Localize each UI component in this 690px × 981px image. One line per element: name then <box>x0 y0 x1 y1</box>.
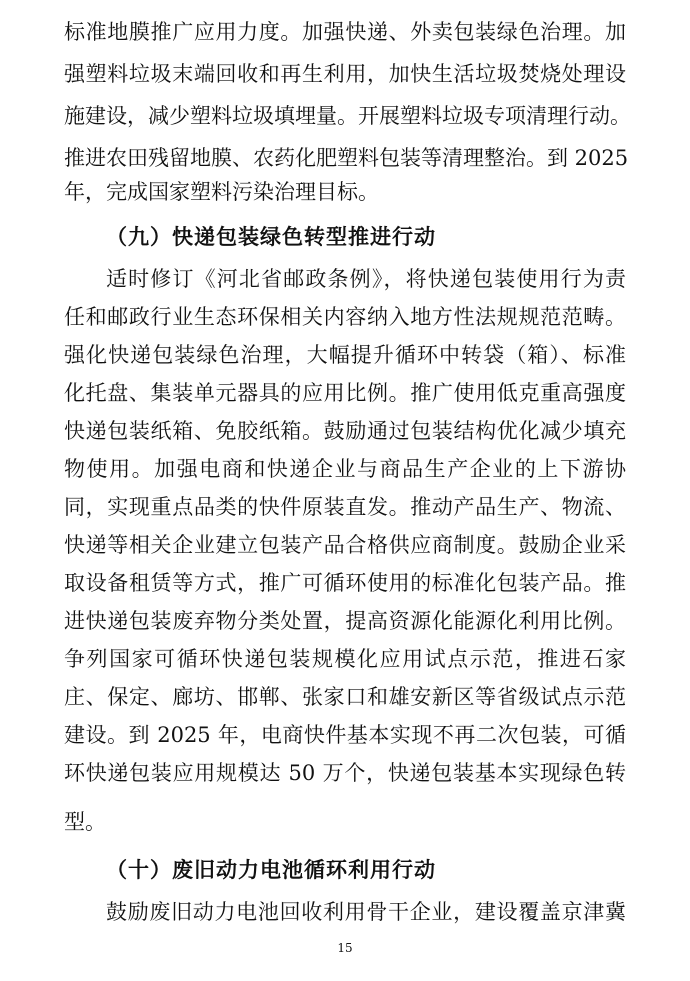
text-line: 型。 <box>64 810 106 834</box>
text-line: 任和邮政行业生态环保相关内容纳入地方性法规规范范畴。 <box>64 305 626 329</box>
text-line: 快递包装纸箱、免胶纸箱。鼓励通过包装结构优化减少填充 <box>64 419 626 443</box>
text-line: 进快递包装废弃物分类处置，提高资源化能源化利用比例。 <box>64 609 626 633</box>
text-line: 推进农田残留地膜、农药化肥塑料包装等清理整治。到 2025 <box>64 146 629 170</box>
text-line: 强化快递包装绿色治理，大幅提升循环中转袋（箱）、标准 <box>64 343 626 367</box>
text-line: 适时修订《河北省邮政条例》，将快递包装使用行为责 <box>106 267 626 291</box>
text-line: 物使用。加强电商和快递企业与商品生产企业的上下游协 <box>64 457 626 481</box>
text-line: 年，完成国家塑料污染治理目标。 <box>64 180 379 204</box>
text-line: 同，实现重点品类的快件原装直发。推动产品生产、物流、 <box>64 495 626 519</box>
text-line: 建设。到 2025 年，电商快件基本实现不再二次包装，可循 <box>64 723 626 747</box>
section-heading: （九）快递包装绿色转型推进行动 <box>106 225 436 249</box>
text-line: 标准地膜推广应用力度。加强快递、外卖包装绿色治理。加 <box>64 20 626 44</box>
text-line: 施建设，减少塑料垃圾填埋量。开展塑料垃圾专项清理行动。 <box>64 104 631 128</box>
text-line: 取设备租赁等方式，推广可循环使用的标准化包装产品。推 <box>64 571 626 595</box>
section-heading: （十）废旧动力电池循环利用行动 <box>106 858 436 882</box>
text-line: 化托盘、集装单元器具的应用比例。推广使用低克重高强度 <box>64 381 626 405</box>
text-line: 环快递包装应用规模达 50 万个，快递包装基本实现绿色转 <box>64 761 626 785</box>
text-line: 庄、保定、廊坊、邯郸、张家口和雄安新区等省级试点示范 <box>64 685 626 709</box>
text-line: 争列国家可循环快递包装规模化应用试点示范，推进石家 <box>64 647 626 671</box>
text-line: 强塑料垃圾末端回收和再生利用，加快生活垃圾焚烧处理设 <box>64 62 626 86</box>
text-line: 鼓励废旧动力电池回收利用骨干企业，建设覆盖京津冀 <box>106 900 626 924</box>
text-line: 快递等相关企业建立包装产品合格供应商制度。鼓励企业采 <box>64 533 626 557</box>
page-number: 15 <box>337 941 353 955</box>
